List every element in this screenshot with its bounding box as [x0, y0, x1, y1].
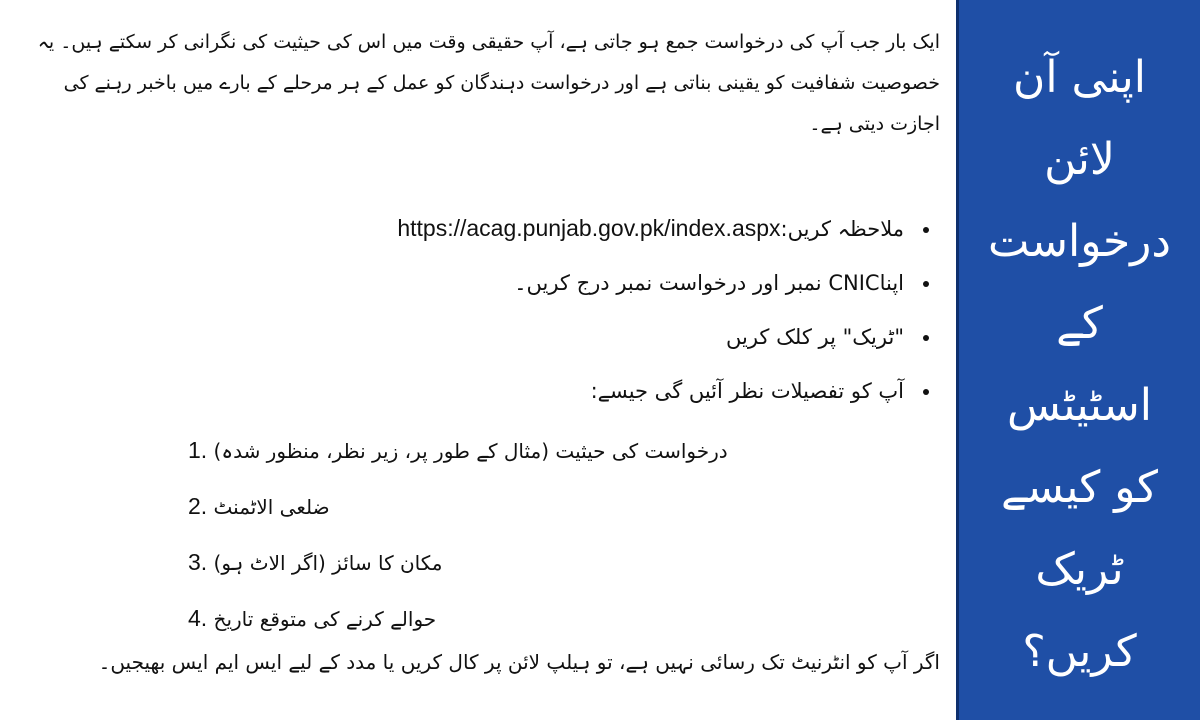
list-item-enter-cnic	[20, 256, 910, 310]
details-steps	[20, 422, 940, 646]
step-item	[20, 590, 940, 646]
enter-cnic-text: اپناCNIC نمبر اور درخواست نمبر درج کریں۔	[514, 271, 904, 295]
step-number: 2.	[188, 493, 208, 519]
visit-prefix: ملاحظہ کریں:	[780, 217, 904, 241]
step-number: 3.	[188, 549, 208, 575]
step-text: مکان کا سائز (اگر الاٹ ہو)	[213, 551, 443, 575]
portal-url-link[interactable]: https://acag.punjab.gov.pk/index.aspx	[397, 215, 781, 241]
intro-paragraph: ایک بار جب آپ کی درخواست جمع ہو جاتی ہے، آپ حقیقی وقت میں اس کی حیثیت کی نگرانی کر سکتے ہیں۔ یہ خصوصیت شفافیت کو یقینی بناتی ہے اور درخواست دہندگان کو عمل کے ہر مرحلے کے بارے میں باخبر رہنے کی اجازت دیتی ہے۔	[37, 31, 940, 135]
list-item-click-track	[20, 310, 910, 364]
list-item-visit	[20, 201, 910, 256]
step-number: 1.	[188, 437, 208, 463]
step-text: ضلعی الاٹمنٹ	[213, 495, 330, 519]
step-item	[20, 534, 940, 590]
instructions-list	[20, 201, 940, 418]
footer-note: اگر آپ کو انٹرنیٹ تک رسائی نہیں ہے، تو ہیلپ لائن پر کال کریں یا مدد کے لیے ایس ایم ایس بھیجیں۔	[98, 650, 940, 674]
title-panel	[956, 0, 1200, 720]
list-item-details	[20, 364, 910, 418]
step-item	[20, 478, 940, 534]
step-number: 4.	[188, 605, 208, 631]
details-intro-text: آپ کو تفصیلات نظر آئیں گی جیسے:	[590, 379, 904, 403]
click-track-text: "ٹریک" پر کلک کریں	[725, 325, 904, 349]
step-text: درخواست کی حیثیت (مثال کے طور پر، زیر نظر، منظور شدہ)	[213, 439, 728, 463]
page-title: اپنی آن لائن درخواست کے اسٹیٹس کو کیسے ٹریک کریں؟	[987, 52, 1172, 677]
step-item	[20, 422, 940, 478]
step-text: حوالے کرنے کی متوقع تاریخ	[213, 607, 437, 631]
content-area	[20, 22, 940, 712]
